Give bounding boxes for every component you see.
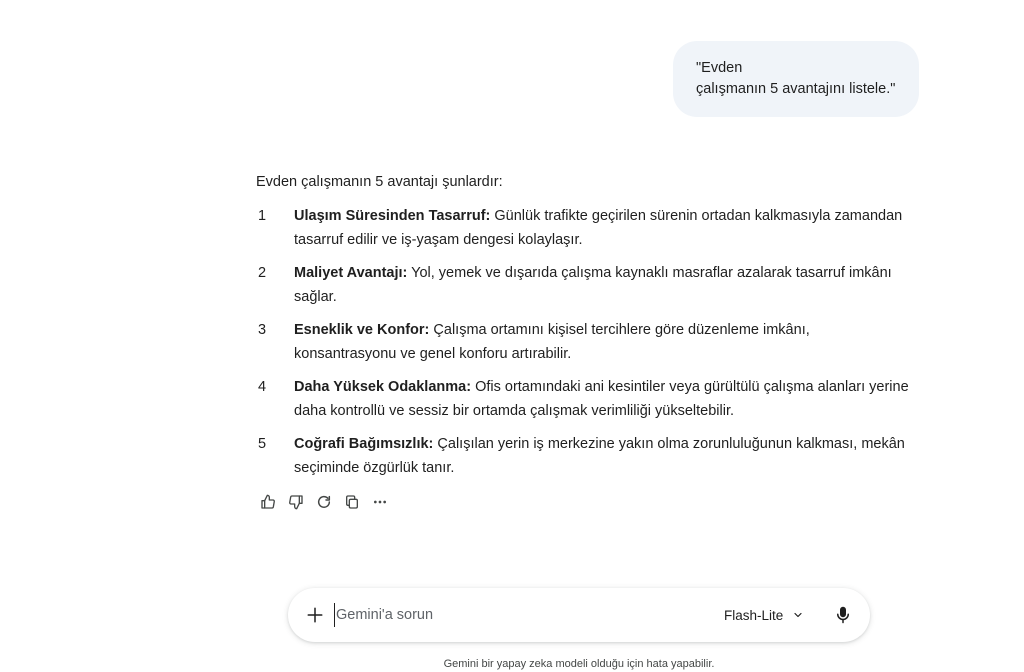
user-message-line: "Evden <box>696 60 743 76</box>
thumb-down-icon <box>288 494 304 510</box>
regenerate-icon <box>316 494 332 510</box>
more-options-button[interactable] <box>366 491 394 513</box>
list-item <box>256 318 916 366</box>
list-number: 3 <box>258 322 267 338</box>
prompt-input[interactable] <box>334 603 714 627</box>
thumb-up-icon <box>260 494 276 510</box>
response-intro: Evden çalışmanın 5 avantajı şunlardır: <box>256 174 503 190</box>
list-number: 1 <box>258 208 267 224</box>
list-item <box>256 432 916 480</box>
model-response <box>256 170 916 489</box>
list-item <box>256 261 916 309</box>
prompt-composer <box>288 588 870 642</box>
list-number: 2 <box>258 265 267 281</box>
chevron-down-icon <box>792 609 804 621</box>
user-message-bubble <box>673 41 919 117</box>
list-item-text: Yol, yemek ve dışarıda çalışma kaynaklı masraflar azalarak tasarruf imkânı sağlar. <box>294 265 892 305</box>
model-selector[interactable] <box>724 603 804 627</box>
list-number: 4 <box>258 379 267 395</box>
user-message-line: çalışmanın 5 avantajını listele." <box>696 81 896 97</box>
list-item-text: Ofis ortamındaki ani kesintiler veya gürültülü çalışma alanları yerine daha kontrollü ve sessiz bir ortamda çalışmak verimliliği yükseltebilir. <box>294 379 909 419</box>
list-item-title: Maliyet Avantajı: <box>294 265 408 281</box>
thumb-down-button[interactable] <box>282 491 310 513</box>
list-item <box>256 375 916 423</box>
copy-icon <box>344 494 360 510</box>
list-number: 5 <box>258 436 267 452</box>
model-label: Flash-Lite <box>724 607 784 623</box>
list-item-text: Çalışma ortamını kişisel tercihlere göre düzenleme imkânı, konsantrasyonu ve genel konforu artırabilir. <box>294 322 810 362</box>
plus-icon <box>306 606 324 624</box>
add-attachment-button[interactable] <box>304 604 326 626</box>
list-item-body <box>294 261 916 309</box>
response-actions <box>254 491 394 513</box>
list-item-body <box>294 204 916 252</box>
copy-button[interactable] <box>338 491 366 513</box>
list-item-title: Daha Yüksek Odaklanma: <box>294 379 472 395</box>
list-item-title: Coğrafi Bağımsızlık: <box>294 436 434 452</box>
regenerate-button[interactable] <box>310 491 338 513</box>
list-item-title: Ulaşım Süresinden Tasarruf: <box>294 208 491 224</box>
list-item-body <box>294 318 916 366</box>
list-item-body <box>294 375 916 423</box>
list-item-title: Esneklik ve Konfor: <box>294 322 430 338</box>
list-item-text: Çalışılan yerin iş merkezine yakın olma zorunluluğunun kalkması, mekân seçiminde özgürlük tanır. <box>294 436 905 476</box>
list-item <box>256 204 916 252</box>
disclaimer-text: Gemini bir yapay zeka modeli olduğu için hata yapabilir. <box>443 658 715 670</box>
mic-icon <box>834 606 852 624</box>
list-item-text: Günlük trafikte geçirilen sürenin ortadan kalkmasıyla zamandan tasarruf edilir ve iş-yaşam dengesi kolaylaşır. <box>294 208 903 248</box>
list-item-body <box>294 432 916 480</box>
microphone-button[interactable] <box>832 604 854 626</box>
more-icon <box>372 494 388 510</box>
thumb-up-button[interactable] <box>254 491 282 513</box>
